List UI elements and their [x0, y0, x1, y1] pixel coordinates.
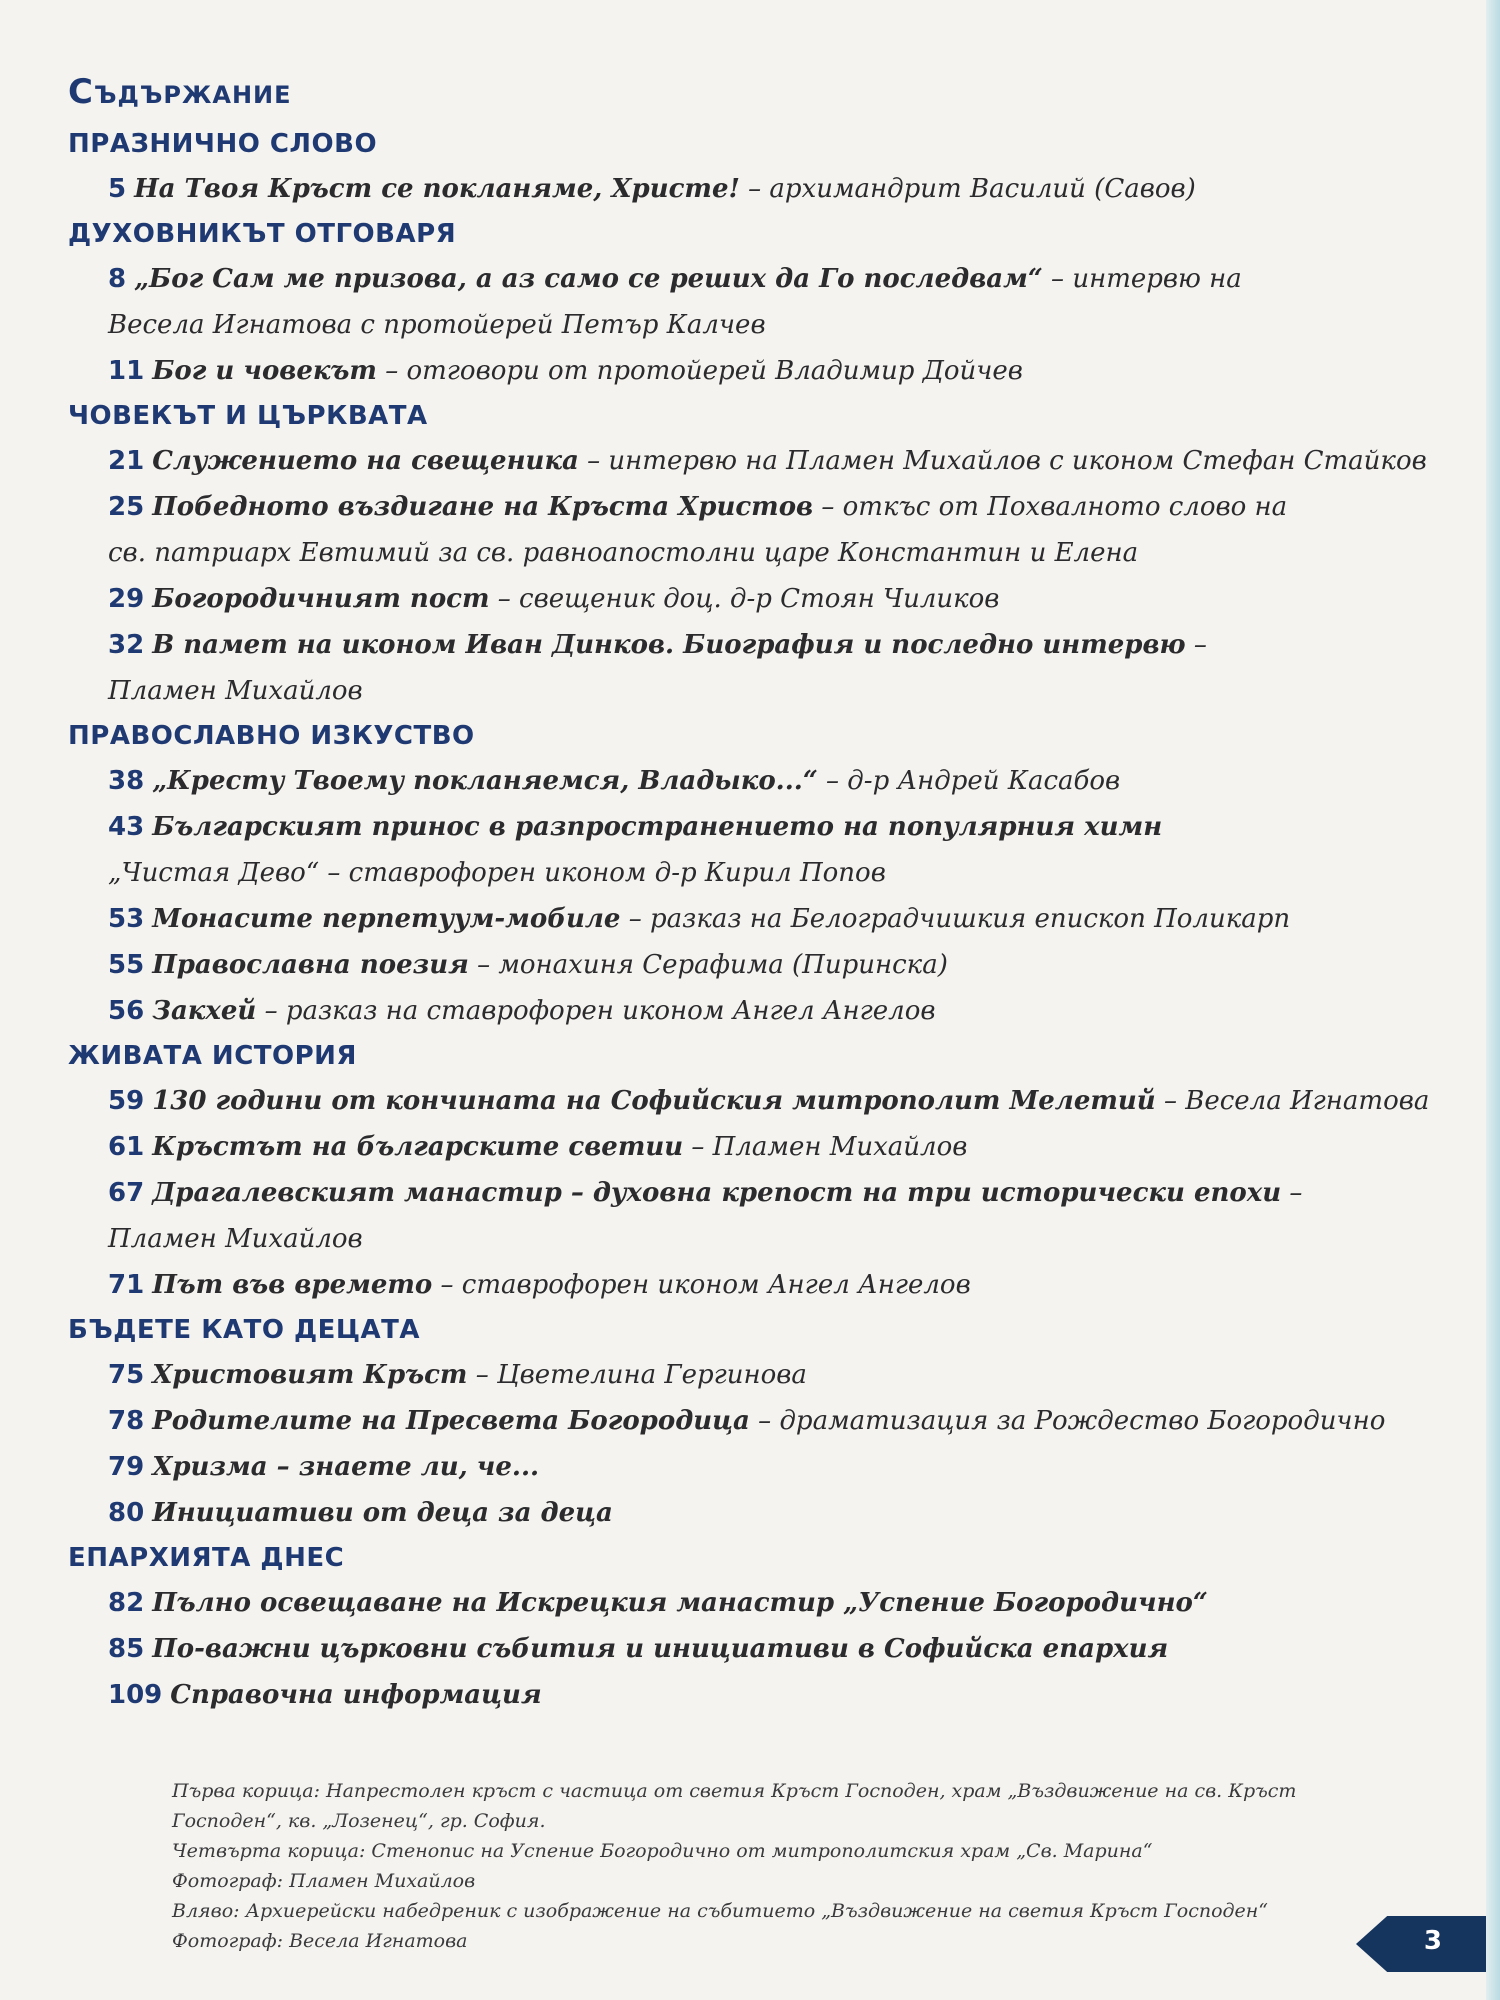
entry-author: – отговори от протойерей Владимир Дойчев — [376, 356, 1023, 386]
entry-author: – д-р Андрей Касабов — [817, 766, 1121, 796]
entry-author: – интервю на — [1042, 264, 1242, 294]
entry-title: Служението на свещеника — [152, 446, 579, 476]
page-title: Съдържание — [68, 72, 292, 112]
toc-section — [68, 122, 1468, 212]
credit-line: Фотограф: Пламен Михайлов — [172, 1870, 476, 1892]
toc-entry[interactable] — [108, 256, 1468, 348]
entry-page-number: 32 — [108, 630, 145, 660]
toc-entry[interactable] — [108, 1490, 1468, 1536]
entry-title: Православна поезия — [152, 950, 469, 980]
entry-page-number: 80 — [108, 1498, 145, 1528]
credit-line: Господен“, кв. „Лозенец“, гр. София. — [172, 1810, 546, 1832]
entry-page-number: 55 — [108, 950, 145, 980]
entry-continuation: Пламен Михайлов — [108, 1224, 363, 1254]
entry-title: Пълно освещаване на Искрецкия манастир „Успение Богородично“ — [152, 1588, 1208, 1618]
toc-entry[interactable] — [108, 1124, 1468, 1170]
toc-entry[interactable] — [108, 896, 1468, 942]
entry-title: Богородичният пост — [152, 584, 490, 614]
toc-entry[interactable] — [108, 1398, 1468, 1444]
entry-title: Победното въздигане на Кръста Христов — [152, 492, 814, 522]
entry-page-number: 85 — [108, 1634, 145, 1664]
entry-page-number: 79 — [108, 1452, 145, 1482]
toc-entry[interactable] — [108, 1352, 1468, 1398]
toc-entry[interactable] — [108, 804, 1468, 896]
entry-title: Справочна информация — [170, 1680, 542, 1710]
section-heading: ПРАВОСЛАВНО ИЗКУСТВО — [68, 721, 475, 751]
entry-page-number: 61 — [108, 1132, 145, 1162]
toc-entry[interactable] — [108, 484, 1468, 576]
toc-entry[interactable] — [108, 1262, 1468, 1308]
page-number: 3 — [1423, 1926, 1442, 1956]
entry-page-number: 59 — [108, 1086, 145, 1116]
section-heading: ЖИВАТА ИСТОРИЯ — [68, 1041, 357, 1071]
entry-author: – Цветелина Гергинова — [467, 1360, 807, 1390]
entry-author: – — [1281, 1178, 1303, 1208]
section-heading: ПРАЗНИЧНО СЛОВО — [68, 129, 378, 159]
toc-sections — [68, 122, 1468, 1718]
entry-page-number: 29 — [108, 584, 145, 614]
entry-title: По-важни църковни събития и инициативи в Софийска епархия — [152, 1634, 1169, 1664]
toc-section — [68, 1536, 1468, 1718]
entry-page-number: 82 — [108, 1588, 145, 1618]
entry-continuation: Пламен Михайлов — [108, 676, 363, 706]
toc-entry[interactable] — [108, 1444, 1468, 1490]
entry-author: – разказ на Белоградчишкия епископ Поликарп — [620, 904, 1291, 934]
entry-continuation: Весела Игнатова с протойерей Петър Калчев — [108, 310, 766, 340]
credit-line: Фотограф: Весела Игнатова — [172, 1930, 468, 1952]
entry-title: Бог и човекът — [152, 356, 377, 386]
entry-page-number: 78 — [108, 1406, 145, 1436]
credit-line: Първа корица: Напрестолен кръст с частица от светия Кръст Господен, храм „Въздвижение на св. Кръст — [172, 1780, 1297, 1802]
entry-page-number: 43 — [108, 812, 145, 842]
toc-entry[interactable] — [108, 758, 1468, 804]
entry-author: – интервю на Пламен Михайлов с иконом Стефан Стайков — [578, 446, 1427, 476]
entry-page-number: 21 — [108, 446, 145, 476]
entry-author: – монахиня Серафима (Пиринска) — [468, 950, 948, 980]
entry-title: Закхей — [152, 996, 257, 1026]
entry-page-number: 53 — [108, 904, 145, 934]
entry-title: Христовият Кръст — [152, 1360, 468, 1390]
entry-title: Родителите на Пресвета Богородица — [152, 1406, 750, 1436]
page-edge — [1486, 0, 1500, 2000]
entry-title: Кръстът на българските светии — [152, 1132, 684, 1162]
credit-line: Четвърта корица: Стенопис на Успение Богородично от митрополитския храм „Св. Марина“ — [172, 1840, 1153, 1862]
toc-section — [68, 1308, 1468, 1536]
entry-title: „Бог Сам ме призова, а аз само се реших да Го последвам“ — [134, 264, 1043, 294]
entry-page-number: 67 — [108, 1178, 145, 1208]
entry-page-number: 8 — [108, 264, 127, 294]
entry-page-number: 25 — [108, 492, 145, 522]
entry-title: „Кресту Твоему покланяемся, Владыко...“ — [152, 766, 818, 796]
entry-page-number: 11 — [108, 356, 145, 386]
section-heading: БЪДЕТЕ КАТО ДЕЦАТА — [68, 1315, 420, 1345]
credits-block — [172, 1776, 1322, 1956]
entry-author: – архимандрит Василий (Савов) — [739, 174, 1196, 204]
toc-entry[interactable] — [108, 348, 1468, 394]
entry-title: В памет на иконом Иван Динков. Биография и последно интервю — [152, 630, 1186, 660]
toc-entry[interactable] — [108, 622, 1468, 714]
toc-entry[interactable] — [108, 1170, 1468, 1262]
entry-author: – свещеник доц. д-р Стоян Чиликов — [489, 584, 1000, 614]
entry-page-number: 5 — [108, 174, 127, 204]
toc-section — [68, 1034, 1468, 1308]
section-heading: ДУХОВНИКЪТ ОТГОВАРЯ — [68, 219, 457, 249]
entry-page-number: 109 — [108, 1680, 163, 1710]
entry-title: Българският принос в разпространението на популярния химн — [152, 812, 1163, 842]
toc-entry[interactable] — [108, 576, 1468, 622]
credit-line: Вляво: Архиерейски набедреник с изображение на събитието „Въздвижение на светия Кръст Господен“ — [172, 1900, 1269, 1922]
entry-author: – Пламен Михайлов — [683, 1132, 968, 1162]
entry-title: Хризма – знаете ли, че... — [152, 1452, 540, 1482]
entry-author: – — [1185, 630, 1207, 660]
section-heading: ЧОВЕКЪТ И ЦЪРКВАТА — [68, 401, 428, 431]
toc-entry[interactable] — [108, 166, 1468, 212]
toc-entry[interactable] — [108, 1672, 1468, 1718]
section-heading: ЕПАРХИЯТА ДНЕС — [68, 1543, 345, 1573]
entry-title: На Твоя Кръст се покланяме, Христе! — [134, 174, 740, 204]
toc-section — [68, 714, 1468, 1034]
entry-title: Път във времето — [152, 1270, 433, 1300]
toc-entry[interactable] — [108, 438, 1468, 484]
toc-section — [68, 212, 1468, 394]
toc-entry[interactable] — [108, 1078, 1468, 1124]
entry-page-number: 56 — [108, 996, 145, 1026]
entry-page-number: 38 — [108, 766, 145, 796]
page-number-tab — [1356, 1916, 1486, 1972]
entry-author: – Весела Игнатова — [1155, 1086, 1430, 1116]
toc-entry[interactable] — [108, 988, 1468, 1034]
entry-continuation: св. патриарх Евтимий за св. равноапостолни царе Константин и Елена — [108, 538, 1139, 568]
toc-entry[interactable] — [108, 942, 1468, 988]
toc-entry[interactable] — [108, 1626, 1468, 1672]
entry-page-number: 75 — [108, 1360, 145, 1390]
toc-entry[interactable] — [108, 1580, 1468, 1626]
entry-author: – драматизация за Рождество Богородично — [749, 1406, 1386, 1436]
toc-section — [68, 394, 1468, 714]
entry-continuation: „Чистая Дево“ – ставрофорен иконом д-р Кирил Попов — [108, 858, 886, 888]
entry-author: – разказ на ставрофорен иконом Ангел Ангелов — [256, 996, 936, 1026]
table-of-contents — [68, 72, 1468, 1718]
entry-title: Драгалевският манастир – духовна крепост на три исторически епохи — [152, 1178, 1282, 1208]
entry-author: – откъс от Похвалното слово на — [813, 492, 1288, 522]
entry-title: Инициативи от деца за деца — [152, 1498, 613, 1528]
entry-title: Монасите перпетуум-мобиле — [152, 904, 621, 934]
entry-title: 130 години от кончината на Софийския митрополит Мелетий — [152, 1086, 1156, 1116]
entry-author: – ставрофорен иконом Ангел Ангелов — [432, 1270, 971, 1300]
entry-page-number: 71 — [108, 1270, 145, 1300]
